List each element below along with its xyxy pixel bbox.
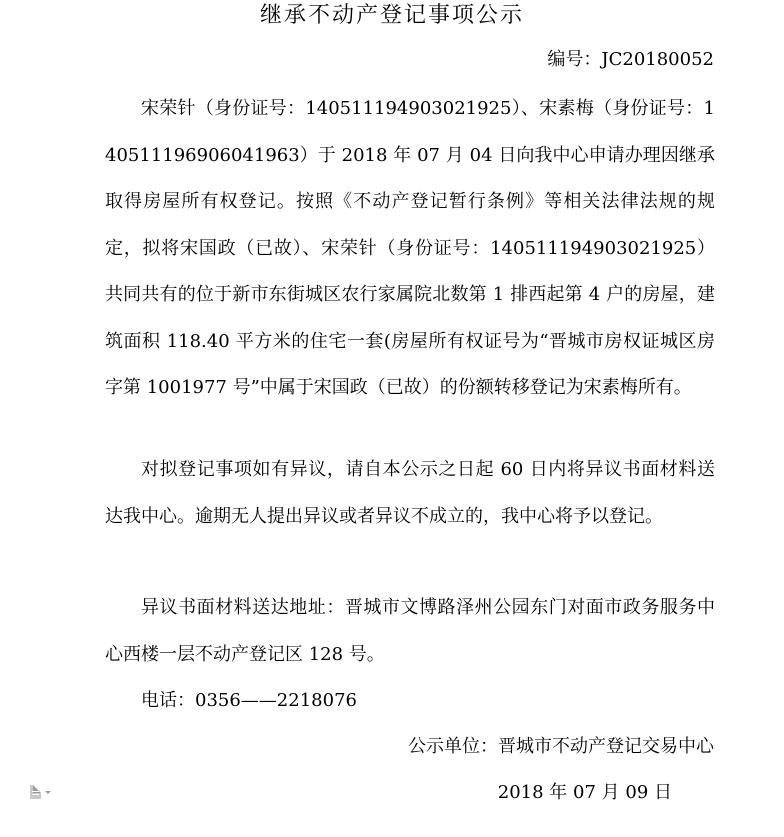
document-number: 编号：JC20180052	[547, 49, 714, 70]
paragraph-phone: 电话：0356——2218076	[141, 690, 357, 711]
paragraph-application: 宋荣针（身份证号：140511194903021925）、宋素梅（身份证号：140511196906041963）于 2018 年 07 月 04 日向我中心申请办理因继承取得房屋所有权登记。按照《不动产登记暂行条例》等相关法律法规的规定，拟将宋国政（已故）、宋荣针（身份证号：140511194903021925）共同共有的位于新市东街城区农行家属院北数第 1 排西起第 4 户的房屋，建筑面积 118.40 平方米的住宅一套(房屋所有权证号为“晋城市房权证城区房字第 1001977 号”中属于宋国政（已故）的份额转移登记为宋素梅所有。	[105, 98, 715, 398]
issue-date: 2018 年 07 月 09 日	[497, 782, 672, 803]
paragraph-objection-period: 对拟登记事项如有异议，请自本公示之日起 60 日内将异议书面材料送达我中心。逾期无人提出异议或者异议不成立的，我中心将予以登记。	[105, 459, 715, 527]
chevron-down-icon	[45, 791, 51, 794]
issuing-unit: 公示单位：晋城市不动产登记交易中心	[408, 736, 714, 757]
document-title: 继承不动产登记事项公示	[259, 3, 524, 28]
document-icon	[30, 785, 41, 799]
document-options-button[interactable]	[30, 782, 64, 802]
paragraph-objection-address: 异议书面材料送达地址：晋城市文博路泽州公园东门对面市政务服务中心西楼一层不动产登记区 128 号。	[105, 597, 715, 665]
